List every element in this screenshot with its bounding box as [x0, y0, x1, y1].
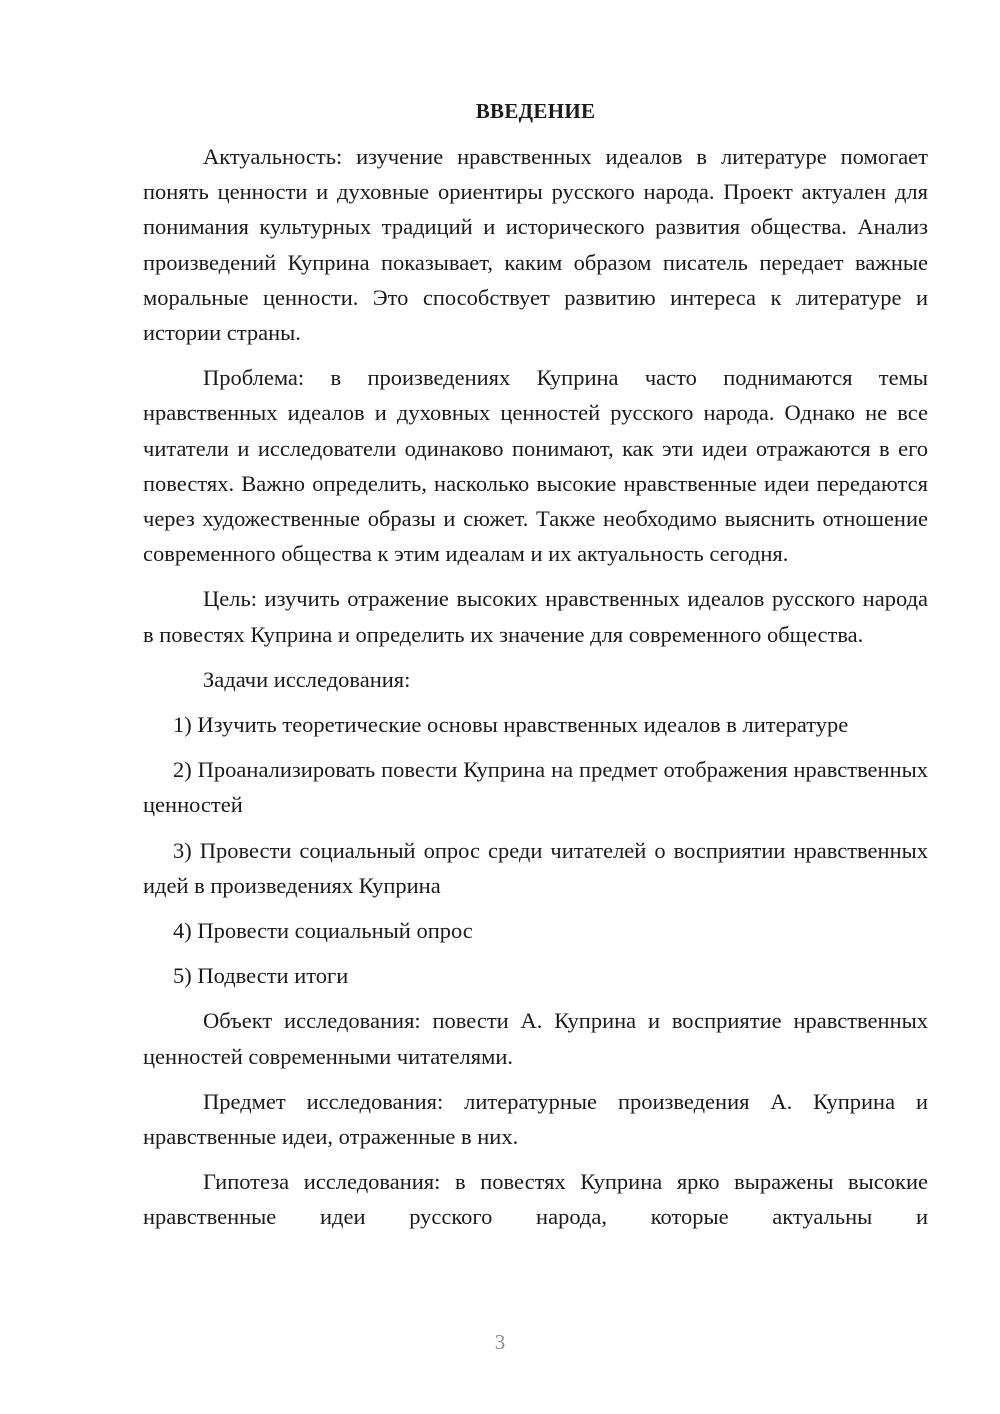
page-number: 3	[494, 1330, 506, 1354]
paragraph-hypothesis: Гипотеза исследования: в повестях Куприна ярко выражены высокие нравственные идеи русского народа, которые актуальны и	[143, 1169, 928, 1230]
page-title: ВВЕДЕНИЕ	[475, 99, 596, 123]
task-item-1: 1) Изучить теоретические основы нравственных идеалов в литературе	[173, 712, 849, 738]
task-item-4: 4) Провести социальный опрос	[173, 918, 473, 944]
paragraph-object: Объект исследования: повести А. Куприна и восприятие нравственных ценностей современными читателями.	[143, 1008, 928, 1069]
paragraph-goal: Цель: изучить отражение высоких нравственных идеалов русского народа в повестях Куприна и определить их значение для современного общества.	[143, 586, 928, 647]
task-item-2: 2) Проанализировать повести Куприна на предмет отображения нравственных ценностей	[143, 757, 928, 818]
paragraph-subject: Предмет исследования: литературные произведения А. Куприна и нравственные идеи, отраженные в них.	[143, 1088, 928, 1150]
tasks-heading: Задачи исследования:	[203, 666, 411, 692]
task-item-3: 3) Провести социальный опрос среди читателей о восприятии нравственных идей в произведениях Куприна	[143, 837, 928, 898]
task-item-5: 5) Подвести итоги	[173, 963, 349, 989]
paragraph-relevance: Актуальность: изучение нравственных идеалов в литературе помогает понять ценности и духовные ориентиры русского народа. Проект актуален для понимания культурных традиций и исторического развития общества. Анализ произведений Куприна показывает, каким образом писатель передает важные моральные ценности. Это способствует развитию интереса к литературе и истории страны.	[143, 144, 928, 346]
document-page	[143, 95, 928, 1245]
paragraph-problem: Проблема: в произведениях Куприна часто поднимаются темы нравственных идеалов и духовных ценностей русского народа. Однако не все читатели и исследователи одинаково понимают, как эти идеи отражаются в его повестях. Важно определить, насколько высокие нравственные идеи передаются через художественные образы и сюжет. Также необходимо выяснить отношение современного общества к этим идеалам и их актуальность сегодня.	[143, 365, 928, 567]
